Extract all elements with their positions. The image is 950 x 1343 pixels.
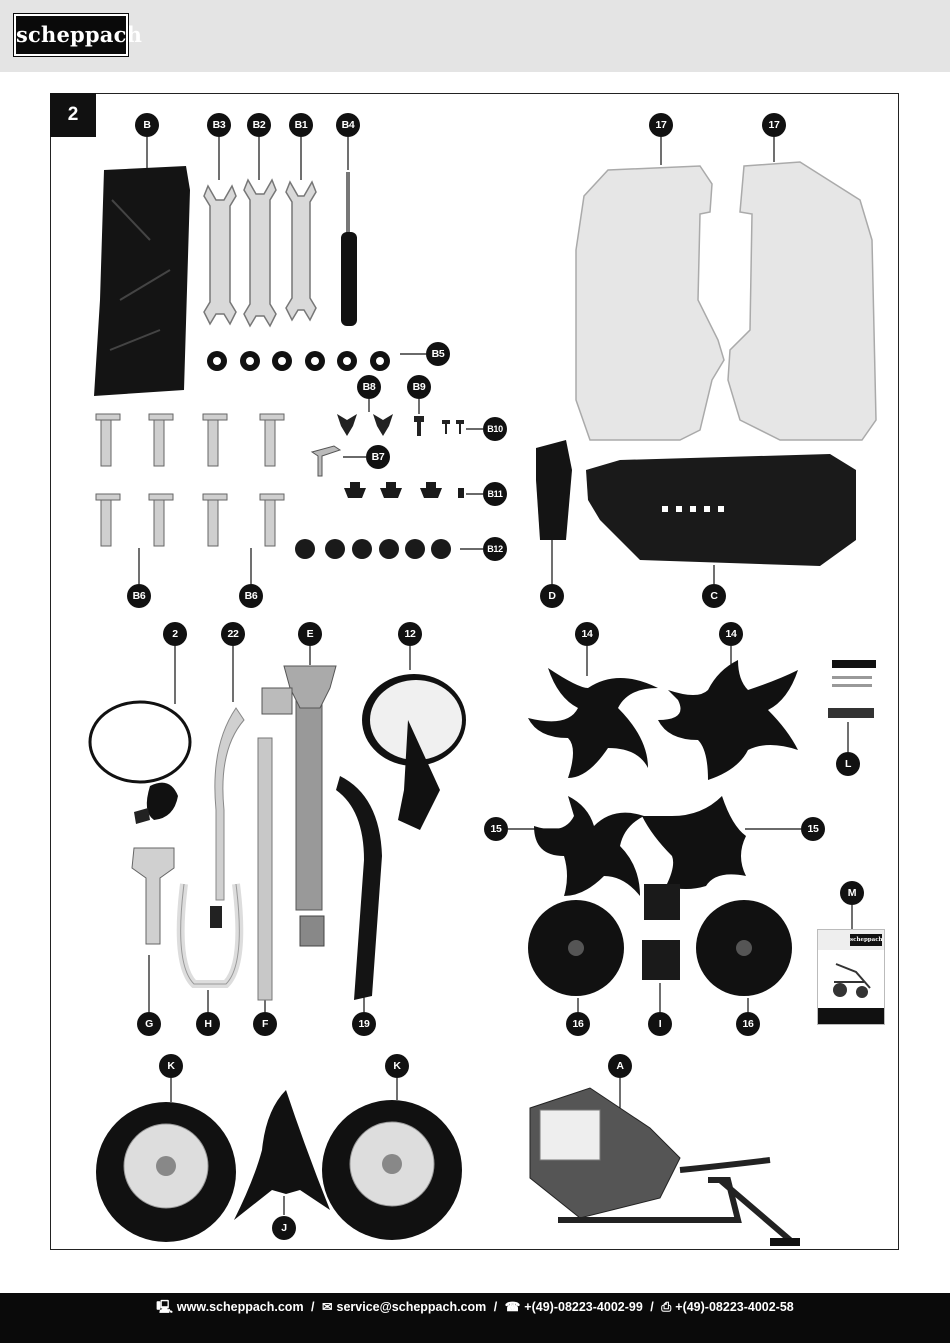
label-22: 22	[221, 622, 245, 646]
computer-icon: 🖳	[156, 1300, 173, 1314]
label-B6-left: B6	[127, 584, 151, 608]
label-C: C	[702, 584, 726, 608]
label-B10: B10	[483, 417, 507, 441]
footer-bar	[0, 1293, 950, 1343]
label-A: A	[608, 1054, 632, 1078]
footer-separator: /	[650, 1300, 654, 1314]
footer-fax: +(49)-08223-4002-58	[675, 1300, 794, 1314]
label-B: B	[135, 113, 159, 137]
label-16-left: 16	[566, 1012, 590, 1036]
label-12: 12	[398, 622, 422, 646]
footer-separator: /	[311, 1300, 315, 1314]
label-F: F	[253, 1012, 277, 1036]
label-B3: B3	[207, 113, 231, 137]
label-B1: B1	[289, 113, 313, 137]
label-2: 2	[163, 622, 187, 646]
label-15-right: 15	[801, 817, 825, 841]
mail-icon: ✉	[322, 1300, 333, 1314]
label-J: J	[272, 1216, 296, 1240]
label-15-left: 15	[484, 817, 508, 841]
footer-separator: /	[493, 1300, 498, 1314]
figure-number: 2	[50, 93, 96, 137]
manual-tiller-image	[826, 952, 878, 1002]
label-K-right: K	[385, 1054, 409, 1078]
label-16-right: 16	[736, 1012, 760, 1036]
label-B12: B12	[483, 537, 507, 561]
label-I: I	[648, 1012, 672, 1036]
footer-email[interactable]: service@scheppach.com	[336, 1300, 487, 1314]
footer-phone: +(49)-08223-4002-99	[524, 1300, 643, 1314]
label-B4: B4	[336, 113, 360, 137]
label-B6-right: B6	[239, 584, 263, 608]
footer-website[interactable]: www.scheppach.com	[176, 1300, 304, 1314]
phone-icon: ☎	[504, 1300, 521, 1314]
label-14-right: 14	[719, 622, 743, 646]
label-14-left: 14	[575, 622, 599, 646]
label-sheet-thumbnail	[824, 656, 876, 722]
manual-logo: scheppach	[850, 934, 882, 946]
label-B7: B7	[366, 445, 390, 469]
manual-thumbnail	[817, 929, 885, 1025]
label-B8: B8	[357, 375, 381, 399]
label-H: H	[196, 1012, 220, 1036]
label-M: M	[840, 881, 864, 905]
label-B11: B11	[483, 482, 507, 506]
brand-logo: scheppach	[14, 14, 128, 56]
label-L: L	[836, 752, 860, 776]
label-K-left: K	[159, 1054, 183, 1078]
label-B5: B5	[426, 342, 450, 366]
label-17-right: 17	[762, 113, 786, 137]
label-B9: B9	[407, 375, 431, 399]
label-E: E	[298, 622, 322, 646]
label-D: D	[540, 584, 564, 608]
label-17-left: 17	[649, 113, 673, 137]
label-G: G	[137, 1012, 161, 1036]
label-B2: B2	[247, 113, 271, 137]
label-19: 19	[352, 1012, 376, 1036]
fax-icon: ⎙	[661, 1300, 672, 1314]
